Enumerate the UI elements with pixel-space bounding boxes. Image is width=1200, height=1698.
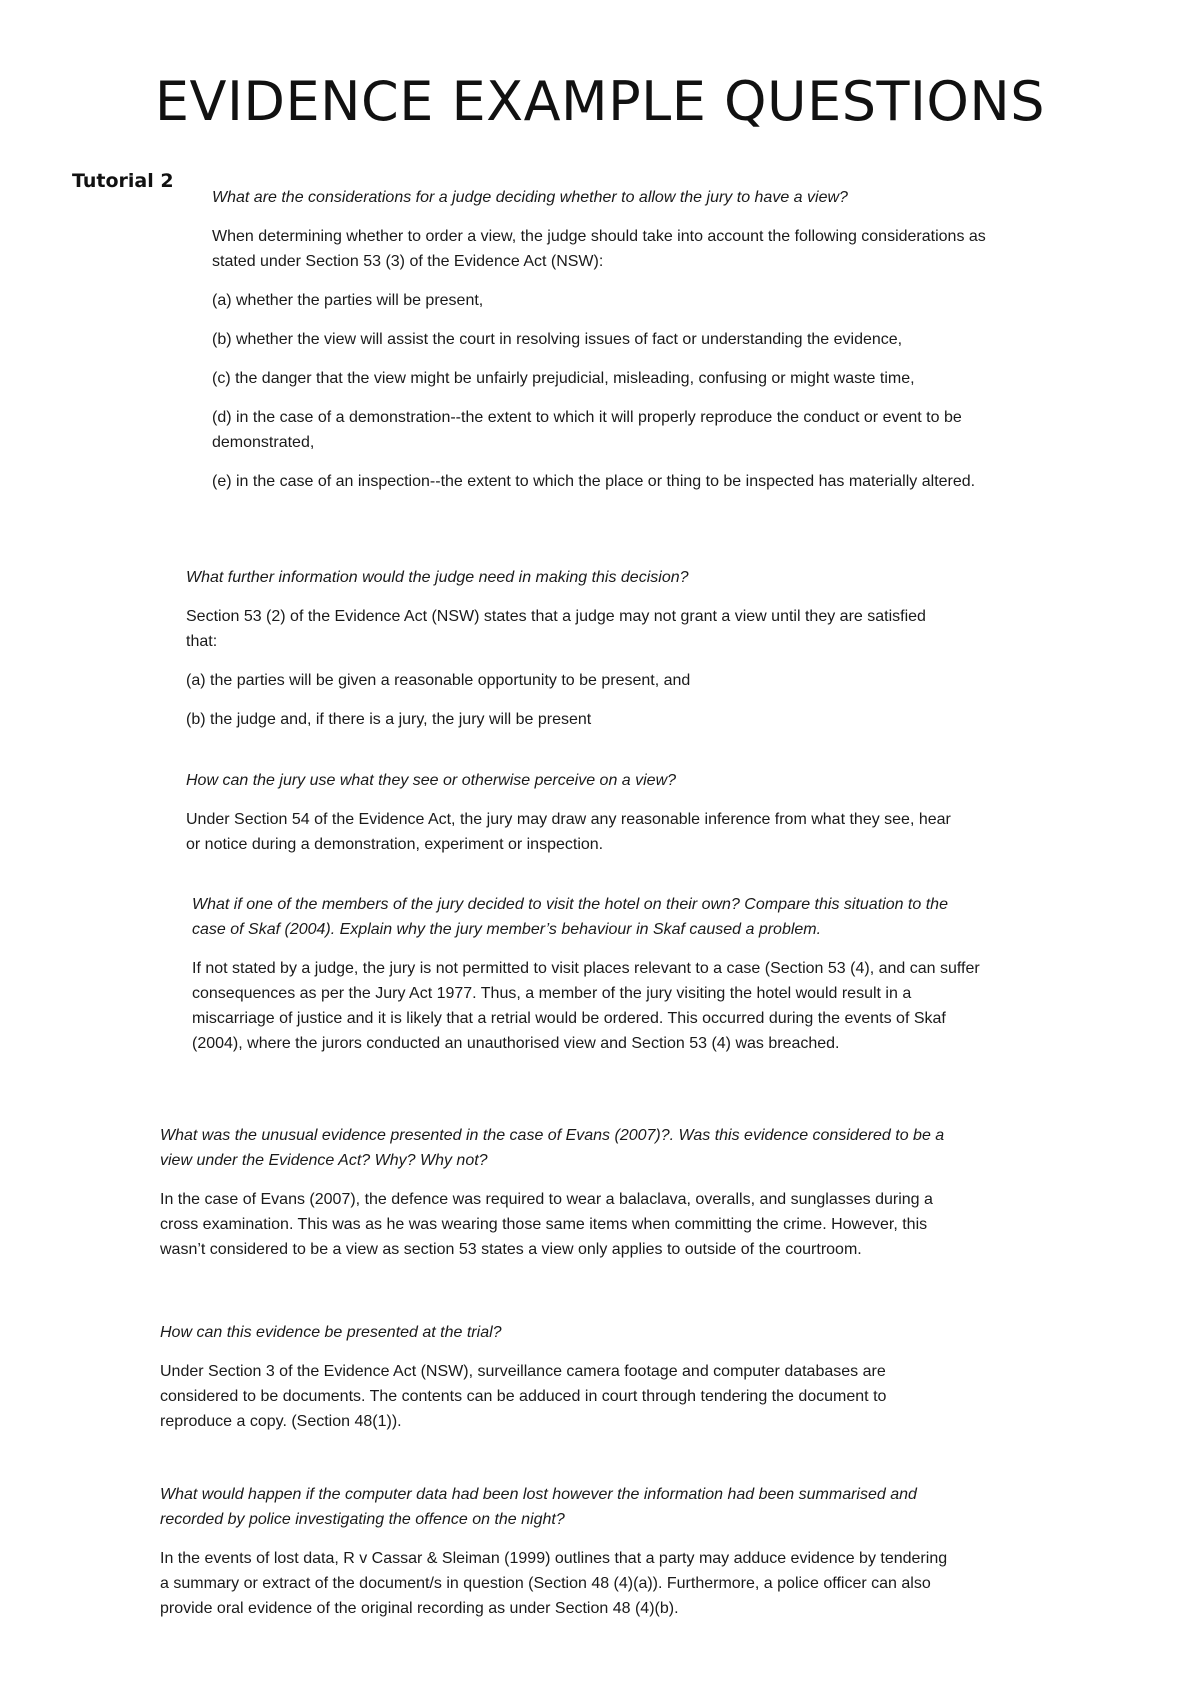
list-item: (c) the danger that the view might be unfairly prejudicial, misleading, confusing or might waste time, — [212, 370, 915, 387]
question-text: What further information would the judge need in making this decision? — [186, 569, 689, 586]
answer-paragraph: Under Section 3 of the Evidence Act (NSW), surveillance camera footage and computer databases are considered to be documents. The contents can be adduced in court through tendering the document to reproduce a copy. (Section 48(1)). — [160, 1363, 887, 1430]
qa-block-trial-presentation — [160, 1320, 960, 1448]
qa-block-view-considerations — [212, 185, 1012, 508]
qa-block-further-information — [186, 565, 956, 746]
question-text: What if one of the members of the jury decided to visit the hotel on their own? Compare this situation to the case of Skaf (2004). Explain why the jury member’s behaviour in Skaf caused a problem. — [192, 896, 948, 938]
list-item: (a) whether the parties will be present, — [212, 292, 484, 309]
list-item: (a) the parties will be given a reasonable opportunity to be present, and — [186, 672, 691, 689]
answer-paragraph: If not stated by a judge, the jury is not permitted to visit places relevant to a case (Section 53 (4), and can suffer consequences as per the Jury Act 1977. Thus, a member of the jury visiting the hotel would result in a miscarriage of justice and it is likely that a retrial would be ordered. This occurred during the events of Skaf (2004), where the jurors conducted an unauthorised view and Section 53 (4) was breached. — [192, 960, 980, 1052]
list-item: (b) the judge and, if there is a jury, the jury will be present — [186, 711, 592, 728]
answer-paragraph: Under Section 54 of the Evidence Act, the jury may draw any reasonable inference from what they see, hear or notice during a demonstration, experiment or inspection. — [186, 811, 951, 853]
answer-paragraph: When determining whether to order a view, the judge should take into account the following considerations as stated under Section 53 (3) of the Evidence Act (NSW): — [212, 228, 986, 270]
question-text: What was the unusual evidence presented in the case of Evans (2007)?. Was this evidence considered to be a view under the Evidence Act? Why? Why not? — [160, 1127, 945, 1169]
qa-block-lost-data — [160, 1482, 960, 1635]
question-text: How can this evidence be presented at the trial? — [160, 1324, 502, 1341]
qa-block-jury-use — [186, 768, 956, 871]
list-item: (b) whether the view will assist the court in resolving issues of fact or understanding the evidence, — [212, 331, 903, 348]
answer-paragraph: In the events of lost data, R v Cassar & Sleiman (1999) outlines that a party may adduce evidence by tendering a summary or extract of the document/s in question (Section 48 (4)(a)). Furthermore, a police officer can also provide oral evidence of the original recording as under Section 48 (4)(b). — [160, 1550, 948, 1617]
question-text: How can the jury use what they see or otherwise perceive on a view? — [186, 772, 677, 789]
answer-paragraph: Section 53 (2) of the Evidence Act (NSW) states that a judge may not grant a view until they are satisfied that: — [186, 608, 926, 650]
list-item: (d) in the case of a demonstration--the extent to which it will properly reproduce the conduct or event to be demonstrated, — [212, 409, 962, 451]
list-item: (e) in the case of an inspection--the extent to which the place or thing to be inspected has materially altered. — [212, 473, 976, 490]
document-title: EVIDENCE EXAMPLE QUESTIONS — [154, 70, 1046, 133]
tutorial-label: Tutorial 2 — [72, 170, 174, 192]
answer-paragraph: In the case of Evans (2007), the defence was required to wear a balaclava, overalls, and sunglasses during a cross examination. This was as he was wearing those same items when committing the crime. However, this wasn’t considered to be a view as section 53 states a view only applies to outside of the courtroom. — [160, 1191, 933, 1258]
qa-block-skaf — [192, 892, 982, 1070]
qa-block-evans — [160, 1123, 950, 1276]
question-text: What would happen if the computer data had been lost however the information had been summarised and recorded by police investigating the offence on the night? — [160, 1486, 917, 1528]
question-text: What are the considerations for a judge deciding whether to allow the jury to have a view? — [212, 189, 848, 206]
